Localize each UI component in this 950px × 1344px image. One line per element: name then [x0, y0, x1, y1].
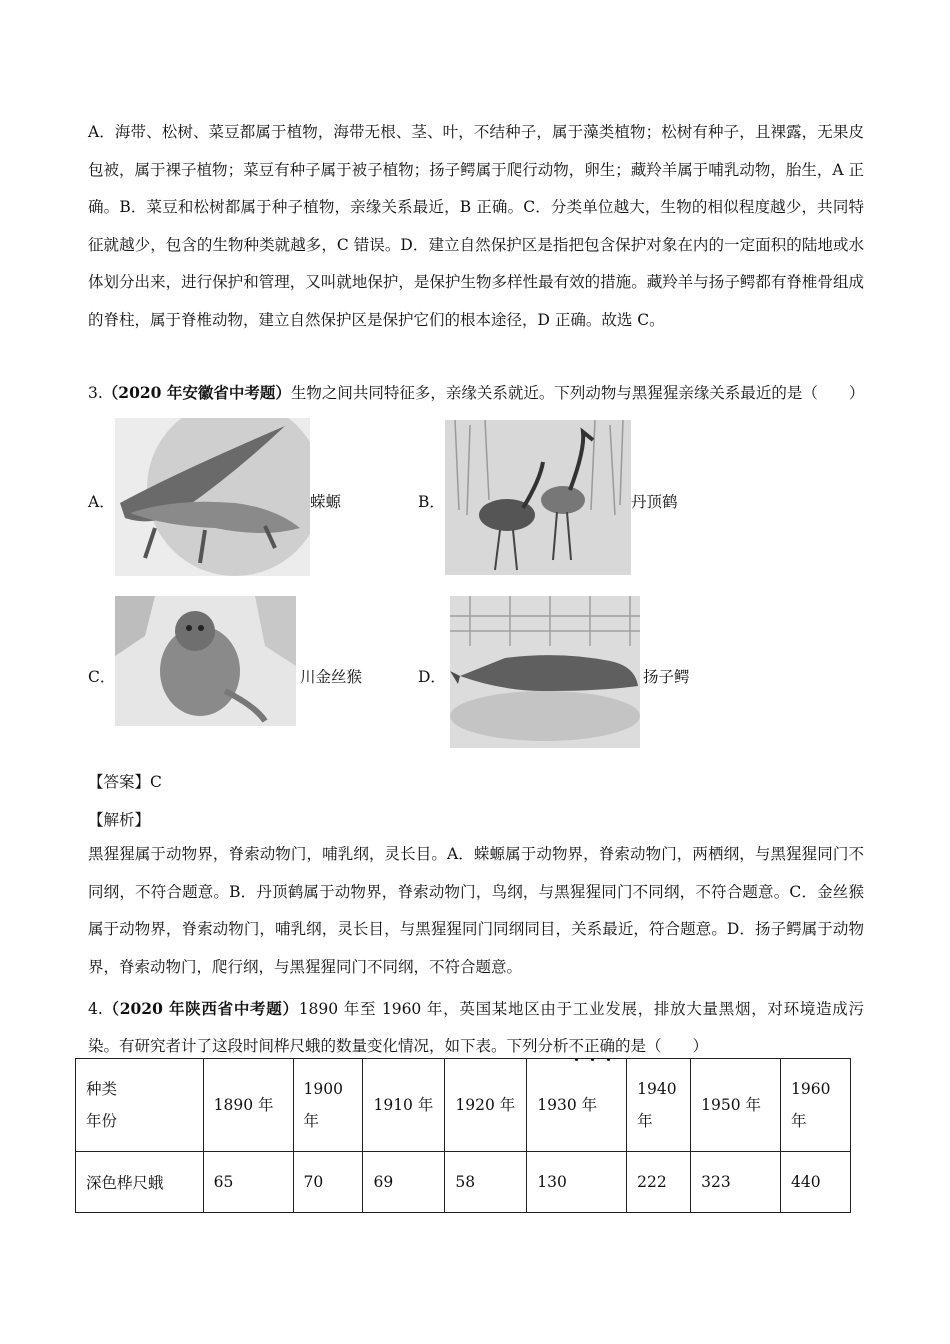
year-cell: 1900 年: [293, 1059, 363, 1152]
q3-stem: 生物之间共同特征多，亲缘关系就近。下列动物与黑猩猩亲缘关系最近的是（ ）: [290, 384, 865, 402]
q4-number: 4.: [88, 1000, 103, 1018]
value-cell: 65: [203, 1152, 293, 1213]
q3-option-b-letter: B．: [418, 493, 445, 511]
q3-option-d-label: 扬子鳄: [643, 668, 690, 686]
q4-stem: [88, 990, 864, 1065]
q3-option-d-letter: D．: [418, 668, 446, 686]
q4-stem-part1: 1890 年至 1960 年，英国某地区由于工业发展，排放大量黑烟，对环境造成污染。有研究者计了这段时间桦尺蛾的数量变化情况，如下表。下列分析: [88, 1000, 864, 1055]
year-cell: 1910 年: [363, 1059, 445, 1152]
moth-count-table: [75, 1058, 851, 1213]
year-cell: 1920 年: [445, 1059, 527, 1152]
q3-option-a-letter: A．: [88, 493, 115, 511]
year-cell: 1950 年: [691, 1059, 781, 1152]
table-row: [76, 1152, 851, 1213]
q4-stem-part2: 的是（ ）: [615, 1037, 709, 1055]
year-cell: 1930 年: [527, 1059, 627, 1152]
q3-analysis: 黑猩猩属于动物界，脊索动物门，哺乳纲，灵长目。A．蝾螈属于动物界，脊索动物门，两栖纲，与黑猩猩同门不同纲，不符合题意。B．丹顶鹤属于动物界，脊索动物门，鸟纲，与黑猩猩同门不同纲，不符合题意。C．金丝猴属于动物界，脊索动物门，哺乳纲，灵长目，与黑猩猩同门同纲同目，关系最近，符合题意。D．扬子鳄属于动物界，脊索动物门，爬行纲，与黑猩猩同门不同纲，不符合题意。: [88, 845, 864, 976]
q3-option-c-label: 川金丝猴: [300, 668, 363, 686]
table-header-row: [76, 1059, 851, 1152]
q3-option-c-letter: C．: [88, 668, 116, 686]
value-cell: 440: [780, 1152, 850, 1213]
value-cell: 222: [627, 1152, 691, 1213]
q3-analysis-label: 【解析】: [88, 811, 151, 829]
crane-photo: [445, 420, 631, 575]
q2-explanation: A．海带、松树、菜豆都属于植物，海带无根、茎、叶，不结种子，属于藻类植物；松树有种子，且裸露，无果皮包被，属于裸子植物；菜豆有种子属于被子植物；扬子鳄属于爬行动物，卵生；藏羚羊属于哺乳动物，胎生，A 正确。B．菜豆和松树都属于种子植物，亲缘关系最近，B 正确。C．分类单位越大，生物的相似程度越少，共同特征就越少，包含的生物种类就越多，C 错误。D．建立自然保护区是指把包含保护对象在内的一定面积的陆地或水体划分出来，进行保护和管理，又叫就地保护，是保护生物多样性最有效的措施。藏羚羊与扬子鳄都有脊椎骨组成的脊柱，属于脊椎动物，建立自然保护区是保护它们的根本途径，D 正确。故选 C。: [88, 123, 864, 329]
monkey-photo: [115, 596, 296, 726]
year-cell: 1960 年: [780, 1059, 850, 1152]
year-cell: 1940 年: [627, 1059, 691, 1152]
q3-stem-line: [88, 381, 878, 405]
q3-source: （2020 年安徽省中考题）: [102, 383, 291, 402]
value-cell: 69: [363, 1152, 445, 1213]
row-label: 深色桦尺蛾: [76, 1152, 204, 1213]
q3-option-a-label: 蝾螈: [310, 493, 342, 511]
q4-emphasis: 不正确: [569, 1037, 616, 1055]
salamander-photo: [115, 418, 310, 576]
q3-answer: 【答案】C: [88, 773, 162, 791]
alligator-photo: [450, 596, 640, 748]
corner-cell: 种类 年份: [76, 1059, 204, 1152]
year-cell: 1890 年: [203, 1059, 293, 1152]
value-cell: 58: [445, 1152, 527, 1213]
value-cell: 70: [293, 1152, 363, 1213]
value-cell: 323: [691, 1152, 781, 1213]
q3-option-b-label: 丹顶鹤: [631, 493, 678, 511]
value-cell: 130: [527, 1152, 627, 1213]
q4-source: （2020 年陕西省中考题）: [102, 999, 299, 1018]
q3-number: 3.: [88, 384, 103, 402]
